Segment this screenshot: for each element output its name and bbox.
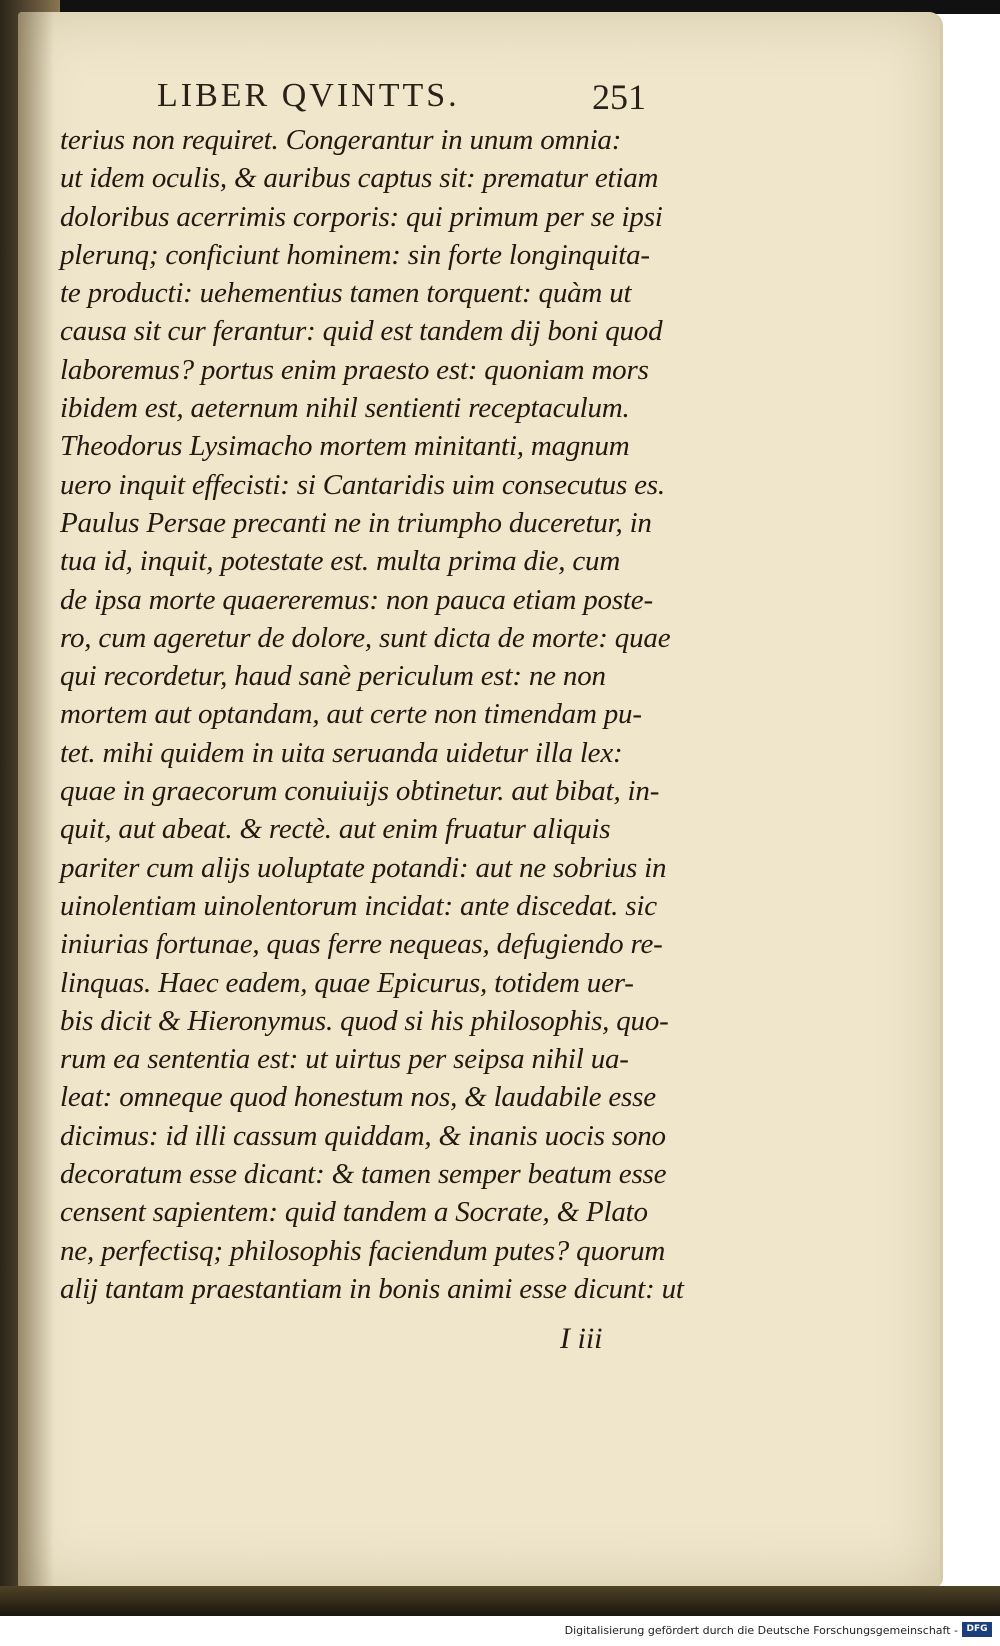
text-line: ibidem est, aeternum nihil sentienti receptaculum.	[60, 392, 630, 425]
text-line: quae in graecorum conuiuijs obtinetur. aut bibat, in-	[60, 775, 660, 808]
text-line: decoratum esse dicant: & tamen semper beatum esse	[60, 1158, 667, 1191]
text-line: uinolentiam uinolentorum incidat: ante discedat. sic	[60, 889, 657, 922]
text-line: de ipsa morte quaereremus: non pauca etiam poste-	[60, 583, 653, 616]
text-line: quit, aut abeat. & rectè. aut enim fruatur aliquis	[60, 813, 611, 846]
text-line: Paulus Persae precanti ne in triumpho duceretur, in	[60, 506, 652, 539]
text-line: ut idem oculis, & auribus captus sit: prematur etiam	[60, 162, 659, 195]
text-line: causa sit cur ferantur: quid est tandem dij boni quod	[60, 315, 663, 348]
text-line: doloribus acerrimis corporis: qui primum per se ipsi	[60, 200, 663, 233]
text-line: ne, perfectisq; philosophis faciendum putes? quorum	[60, 1234, 666, 1267]
text-line: censent sapientem: quid tandem a Socrate, & Plato	[60, 1196, 648, 1229]
text-line: Theodorus Lysimacho mortem minitanti, magnum	[60, 430, 630, 463]
text-line: ro, cum ageretur de dolore, sunt dicta de morte: quae	[60, 621, 671, 654]
text-line: mortem aut optandam, aut certe non timendam pu-	[60, 698, 642, 731]
text-line: rum ea sententia est: ut uirtus per seipsa nihil ua-	[60, 1043, 629, 1076]
text-line: uero inquit effecisti: si Cantaridis uim consecutus es.	[60, 468, 665, 501]
page-number: 251	[592, 77, 646, 117]
text-line: linquas. Haec eadem, quae Epicurus, totidem uer-	[60, 966, 634, 999]
dfg-logo: DFG	[962, 1622, 992, 1637]
text-line: alij tantam praestantiam in bonis animi esse dicunt: ut	[60, 1272, 684, 1305]
text-line: bis dicit & Hieronymus. quod si his philosophis, quo-	[60, 1004, 669, 1037]
text-line: iniurias fortunae, quas ferre nequeas, defugiendo re-	[60, 928, 663, 961]
text-line: plerunq; conficiunt hominem: sin forte longinquita-	[60, 238, 650, 271]
main-text	[60, 121, 684, 1308]
page-gutter-shadow	[18, 12, 54, 1588]
text-line: tua id, inquit, potestate est. multa prima die, cum	[60, 545, 621, 578]
text-line: leat: omneque quod honestum nos, & laudabile esse	[60, 1081, 656, 1114]
running-title: LIBER QVINTTS.	[157, 77, 460, 114]
text-line: qui recordetur, haud sanè periculum est: ne non	[60, 660, 606, 693]
text-line: dicimus: id illi cassum quiddam, & inanis uocis sono	[60, 1119, 666, 1152]
signature-mark: I iii	[560, 1322, 603, 1355]
text-line: terius non requiret. Congerantur in unum omnia:	[60, 124, 622, 156]
text-line: pariter cum alijs uoluptate potandi: aut ne sobrius in	[60, 851, 667, 884]
text-line: tet. mihi quidem in uita seruanda uidetur illa lex:	[60, 736, 623, 769]
text-line: te producti: uehementius tamen torquent: quàm ut	[60, 277, 632, 310]
scan-bottom-edge	[0, 1586, 1000, 1616]
digitization-credit: Digitalisierung gefördert durch die Deutsche Forschungsgemeinschaft -	[564, 1624, 958, 1637]
text-line: laboremus? portus enim praesto est: quoniam mors	[60, 353, 649, 386]
